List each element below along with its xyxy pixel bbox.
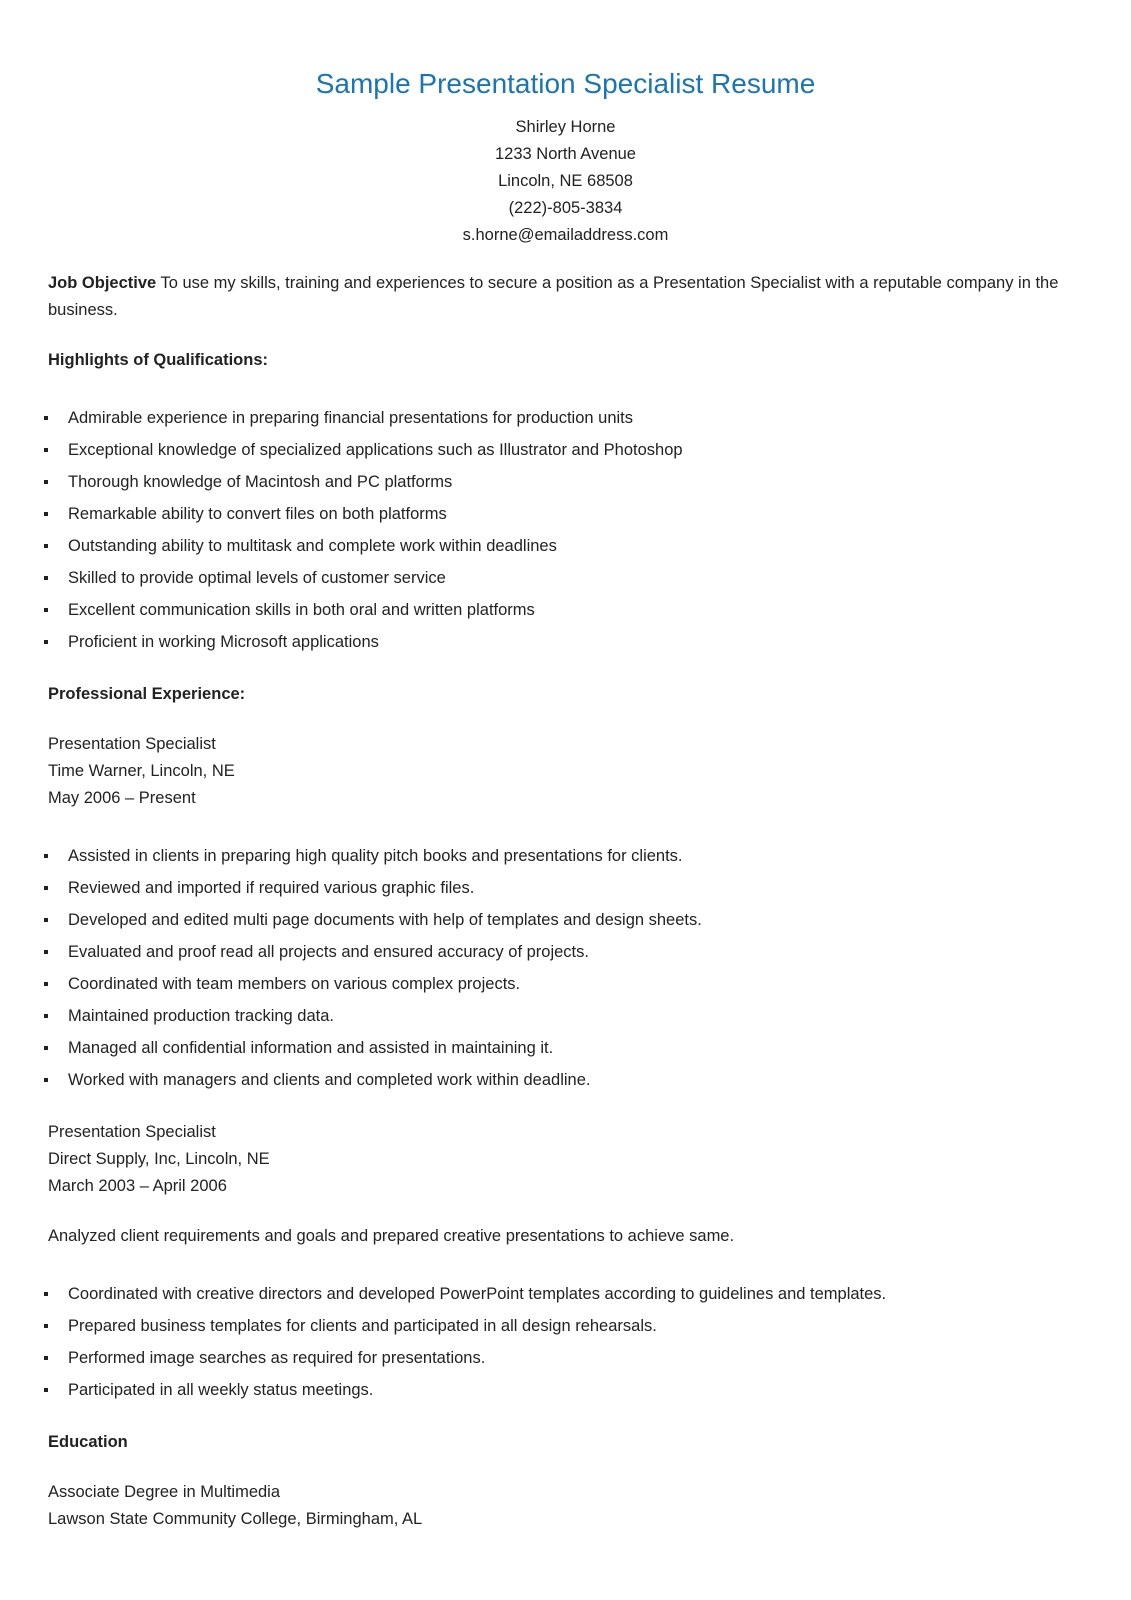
list-item: Assisted in clients in preparing high quality pitch books and presentations for clients. [48,840,1088,872]
bullet-icon [44,1388,48,1392]
bullet-icon [44,480,48,484]
bullet-icon [44,512,48,516]
page-title: Sample Presentation Specialist Resume [315,68,816,99]
bullet-icon [44,1292,48,1296]
bullet-icon [44,1014,48,1018]
job-objective [48,270,1088,324]
job-title: Presentation Specialist [48,735,216,753]
contact-city: Lincoln, NE 68508 [498,172,633,190]
contact-name: Shirley Horne [515,118,616,136]
job-2-duties [48,1278,1088,1406]
contact-email: s.horne@emailaddress.com [462,226,669,244]
list-item: Coordinated with team members on various complex projects. [48,968,1088,1000]
qualifications-list [48,402,1088,658]
job-objective-text: To use my skills, training and experiences to secure a position as a Presentation Specialist with a reputable company in the business. [48,274,1059,319]
bullet-icon [44,640,48,644]
list-item: Managed all confidential information and assisted in maintaining it. [48,1032,1088,1064]
education-heading: Education [48,1433,128,1451]
job-dates: May 2006 – Present [48,789,196,807]
bullet-icon [44,950,48,954]
list-item: Worked with managers and clients and completed work within deadline. [48,1064,1088,1096]
bullet-icon [44,1046,48,1050]
list-item: Coordinated with creative directors and developed PowerPoint templates according to guidelines and templates. [48,1278,1088,1310]
list-item: Maintained production tracking data. [48,1000,1088,1032]
job-company: Direct Supply, Inc, Lincoln, NE [48,1150,270,1168]
experience-heading: Professional Experience: [48,685,246,703]
job-1 [48,731,1088,1096]
bullet-icon [44,448,48,452]
list-item: Thorough knowledge of Macintosh and PC platforms [48,466,1088,498]
bullet-icon [44,886,48,890]
education-school: Lawson State Community College, Birmingham, AL [48,1510,423,1528]
contact-address: 1233 North Avenue [495,145,636,163]
list-item: Excellent communication skills in both oral and written platforms [48,594,1088,626]
resume-body [48,270,1088,1533]
bullet-icon [44,544,48,548]
job-title: Presentation Specialist [48,1123,216,1141]
list-item: Outstanding ability to multitask and complete work within deadlines [48,530,1088,562]
bullet-icon [44,918,48,922]
contact-phone: (222)-805-3834 [508,199,623,217]
job-objective-label: Job Objective [48,274,157,292]
bullet-icon [44,854,48,858]
list-item: Remarkable ability to convert files on both platforms [48,498,1088,530]
job-summary: Analyzed client requirements and goals and prepared creative presentations to achieve same. [48,1227,735,1245]
list-item: Developed and edited multi page documents with help of templates and design sheets. [48,904,1088,936]
bullet-icon [44,416,48,420]
contact-block [0,114,1131,249]
list-item: Participated in all weekly status meetings. [48,1374,1088,1406]
bullet-icon [44,1078,48,1082]
bullet-icon [44,1324,48,1328]
list-item: Admirable experience in preparing financial presentations for production units [48,402,1088,434]
job-1-duties [48,840,1088,1096]
list-item: Reviewed and imported if required various graphic files. [48,872,1088,904]
bullet-icon [44,1356,48,1360]
list-item: Evaluated and proof read all projects and ensured accuracy of projects. [48,936,1088,968]
list-item: Proficient in working Microsoft applications [48,626,1088,658]
qualifications-heading: Highlights of Qualifications: [48,351,268,369]
bullet-icon [44,982,48,986]
job-company: Time Warner, Lincoln, NE [48,762,235,780]
list-item: Prepared business templates for clients and participated in all design rehearsals. [48,1310,1088,1342]
job-2 [48,1119,1088,1406]
bullet-icon [44,576,48,580]
bullet-icon [44,608,48,612]
job-dates: March 2003 – April 2006 [48,1177,227,1195]
list-item: Exceptional knowledge of specialized applications such as Illustrator and Photoshop [48,434,1088,466]
education-degree: Associate Degree in Multimedia [48,1483,281,1501]
list-item: Skilled to provide optimal levels of customer service [48,562,1088,594]
list-item: Performed image searches as required for presentations. [48,1342,1088,1374]
